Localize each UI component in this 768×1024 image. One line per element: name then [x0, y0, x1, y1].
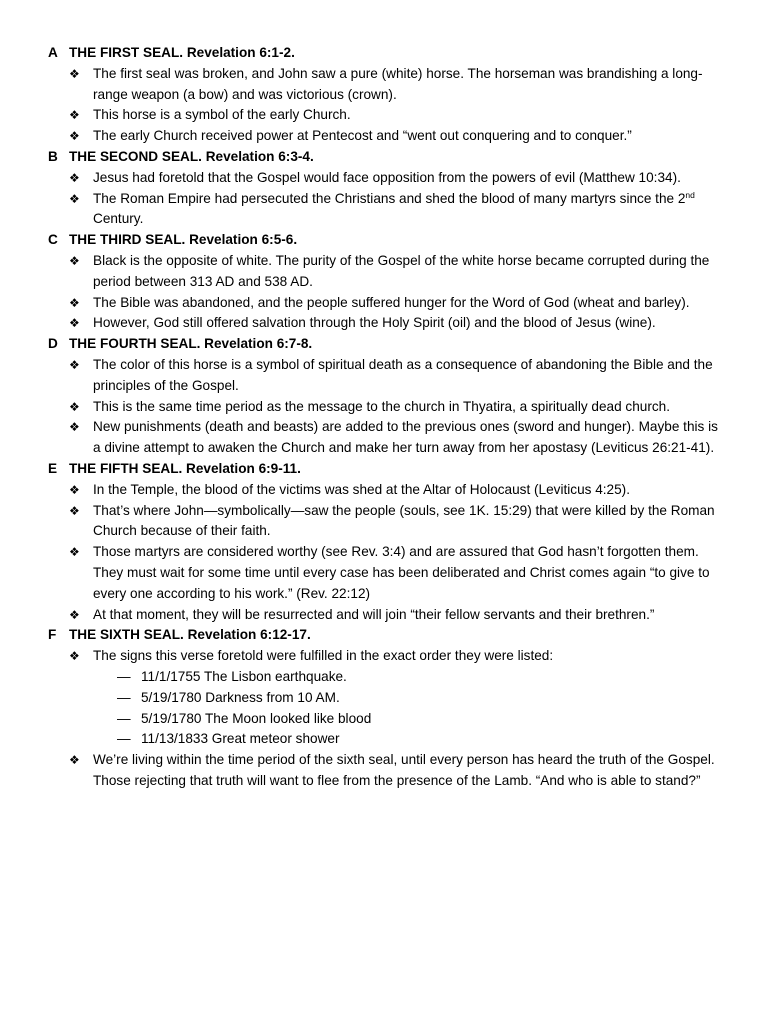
list-item — [69, 750, 728, 792]
list-item — [69, 126, 728, 147]
bullet-text: The color of this horse is a symbol of spiritual death as a consequence of abandoning the Bible and the principles of the Gospel. — [93, 356, 713, 393]
bullet-text: That’s where John—symbolically—saw the people (souls, see 1K. 15:29) that were killed by the Roman Church because of their faith. — [93, 502, 715, 539]
event-text: 5/19/1780 Darkness from 10 AM. — [141, 689, 340, 705]
list-item — [69, 313, 728, 334]
section-title: THE FIFTH SEAL. Revelation 6:9-11. — [69, 460, 301, 476]
diamond-bullet-icon: ❖ — [69, 316, 80, 331]
section-fifth-seal — [48, 459, 728, 625]
diamond-bullet-icon: ❖ — [69, 108, 80, 123]
diamond-bullet-icon: ❖ — [69, 482, 80, 497]
diamond-bullet-icon: ❖ — [69, 129, 80, 144]
dash-bullet-icon: — — [117, 710, 131, 726]
bullet-text: We’re living within the time period of the sixth seal, until every person has heard the truth of the Gospel. Those rejecting that truth will want to flee from the presence of the Lamb. “And who is able to stand?” — [93, 752, 715, 788]
bullet-text: Jesus had foretold that the Gospel would face opposition from the powers of evil (Matthew 10:34). — [93, 169, 681, 185]
event-text: 11/13/1833 Great meteor shower — [141, 731, 340, 747]
list-item — [69, 168, 728, 189]
bullet-text: However, God still offered salvation through the Holy Spirit (oil) and the blood of Jesus (wine). — [93, 315, 656, 331]
bullet-list — [48, 251, 728, 334]
section-sixth-seal — [48, 625, 728, 791]
section-heading — [48, 334, 728, 355]
diamond-bullet-icon: ❖ — [69, 545, 80, 560]
event-text: 5/19/1780 The Moon looked like blood — [141, 710, 372, 726]
bullet-list — [48, 646, 728, 792]
list-item — [69, 501, 728, 543]
section-letter: F — [48, 627, 57, 643]
bullet-text: The signs this verse foretold were fulfilled in the exact order they were listed: — [93, 648, 554, 664]
list-item — [69, 605, 728, 626]
section-first-seal — [48, 43, 728, 147]
diamond-bullet-icon: ❖ — [69, 607, 80, 622]
bullet-text-part: Century. — [93, 211, 144, 227]
section-heading — [48, 230, 728, 251]
dash-bullet-icon: — — [117, 731, 131, 747]
section-letter: B — [48, 148, 58, 164]
bullet-text: The first seal was broken, and John saw a pure (white) horse. The horseman was brandishing a long-range weapon (a bow) and was victorious (crown). — [93, 65, 703, 102]
section-letter: E — [48, 460, 58, 476]
bullet-text: In the Temple, the blood of the victims was shed at the Altar of Holocaust (Leviticus 4:25). — [93, 481, 630, 497]
ordinal-suffix: nd — [685, 189, 695, 200]
bullet-text: Black is the opposite of white. The purity of the Gospel of the white horse became corrupted during the period between 313 AD and 538 AD. — [93, 252, 710, 289]
list-item — [69, 480, 728, 501]
bullet-text: Those martyrs are considered worthy (see Rev. 3:4) and are assured that God hasn’t forgotten them. They must wait for some time until every case has been deliberated and Christ comes again “to give to every one according to his work.” (Rev. 22:12) — [93, 544, 710, 601]
section-heading — [48, 147, 728, 168]
event-item — [117, 709, 728, 730]
section-title: THE FIRST SEAL. Revelation 6:1-2. — [69, 45, 295, 60]
diamond-bullet-icon: ❖ — [69, 191, 80, 206]
bullet-text: New punishments (death and beasts) are added to the previous ones (sword and hunger). Maybe this is a divine attempt to awaken the Church and make her turn away from her apostasy (Leviticus 26:21-41). — [93, 419, 718, 456]
section-third-seal — [48, 230, 728, 334]
list-item — [69, 646, 728, 750]
section-letter: D — [48, 336, 58, 352]
diamond-bullet-icon: ❖ — [69, 295, 80, 310]
diamond-bullet-icon: ❖ — [69, 66, 80, 81]
list-item — [69, 189, 728, 231]
dash-bullet-icon: — — [117, 689, 131, 705]
bullet-text-part: The Roman Empire had persecuted the Christians and shed the blood of many martyrs since the 2 — [93, 190, 686, 206]
bullet-text: The early Church received power at Pentecost and “went out conquering and to conquer.” — [93, 128, 632, 144]
section-second-seal — [48, 147, 728, 230]
list-item — [69, 251, 728, 293]
diamond-bullet-icon: ❖ — [69, 357, 80, 372]
bullet-list — [48, 355, 728, 459]
event-text: 11/1/1755 The Lisbon earthquake. — [141, 668, 347, 684]
list-item — [69, 355, 728, 397]
section-fourth-seal — [48, 334, 728, 459]
diamond-bullet-icon: ❖ — [69, 753, 80, 768]
section-heading — [48, 625, 728, 646]
dash-bullet-icon: — — [117, 668, 131, 684]
section-title: THE SIXTH SEAL. Revelation 6:12-17. — [69, 627, 311, 643]
list-item — [69, 293, 728, 314]
list-item — [69, 397, 728, 418]
bullet-body — [93, 646, 728, 750]
diamond-bullet-icon: ❖ — [69, 253, 80, 268]
bullet-text: This is the same time period as the message to the church in Thyatira, a spiritually dead church. — [93, 398, 671, 414]
diamond-bullet-icon: ❖ — [69, 170, 80, 185]
bullet-text: The Bible was abandoned, and the people suffered hunger for the Word of God (wheat and barley). — [93, 294, 690, 310]
section-title: THE FOURTH SEAL. Revelation 6:7-8. — [69, 336, 313, 352]
diamond-bullet-icon: ❖ — [69, 420, 80, 435]
event-item — [117, 729, 728, 750]
section-title: THE THIRD SEAL. Revelation 6:5-6. — [69, 232, 298, 248]
bullet-text: This horse is a symbol of the early Church. — [93, 107, 351, 123]
list-item — [69, 542, 728, 604]
section-letter: A — [48, 45, 58, 60]
bullet-list — [48, 64, 728, 147]
list-item — [69, 105, 728, 126]
event-item — [117, 667, 728, 688]
diamond-bullet-icon: ❖ — [69, 649, 80, 664]
event-list — [93, 667, 728, 750]
section-heading — [48, 459, 728, 480]
section-title: THE SECOND SEAL. Revelation 6:3-4. — [69, 148, 314, 164]
bullet-text — [93, 189, 728, 231]
bullet-list — [48, 480, 728, 626]
bullet-text: At that moment, they will be resurrected and will join “their fellow servants and their brethren.” — [93, 606, 655, 622]
list-item — [69, 64, 728, 106]
event-item — [117, 688, 728, 709]
diamond-bullet-icon: ❖ — [69, 503, 80, 518]
list-item — [69, 417, 728, 459]
bullet-list — [48, 168, 728, 230]
section-letter: C — [48, 232, 58, 248]
section-heading — [48, 43, 728, 64]
diamond-bullet-icon: ❖ — [69, 399, 80, 414]
